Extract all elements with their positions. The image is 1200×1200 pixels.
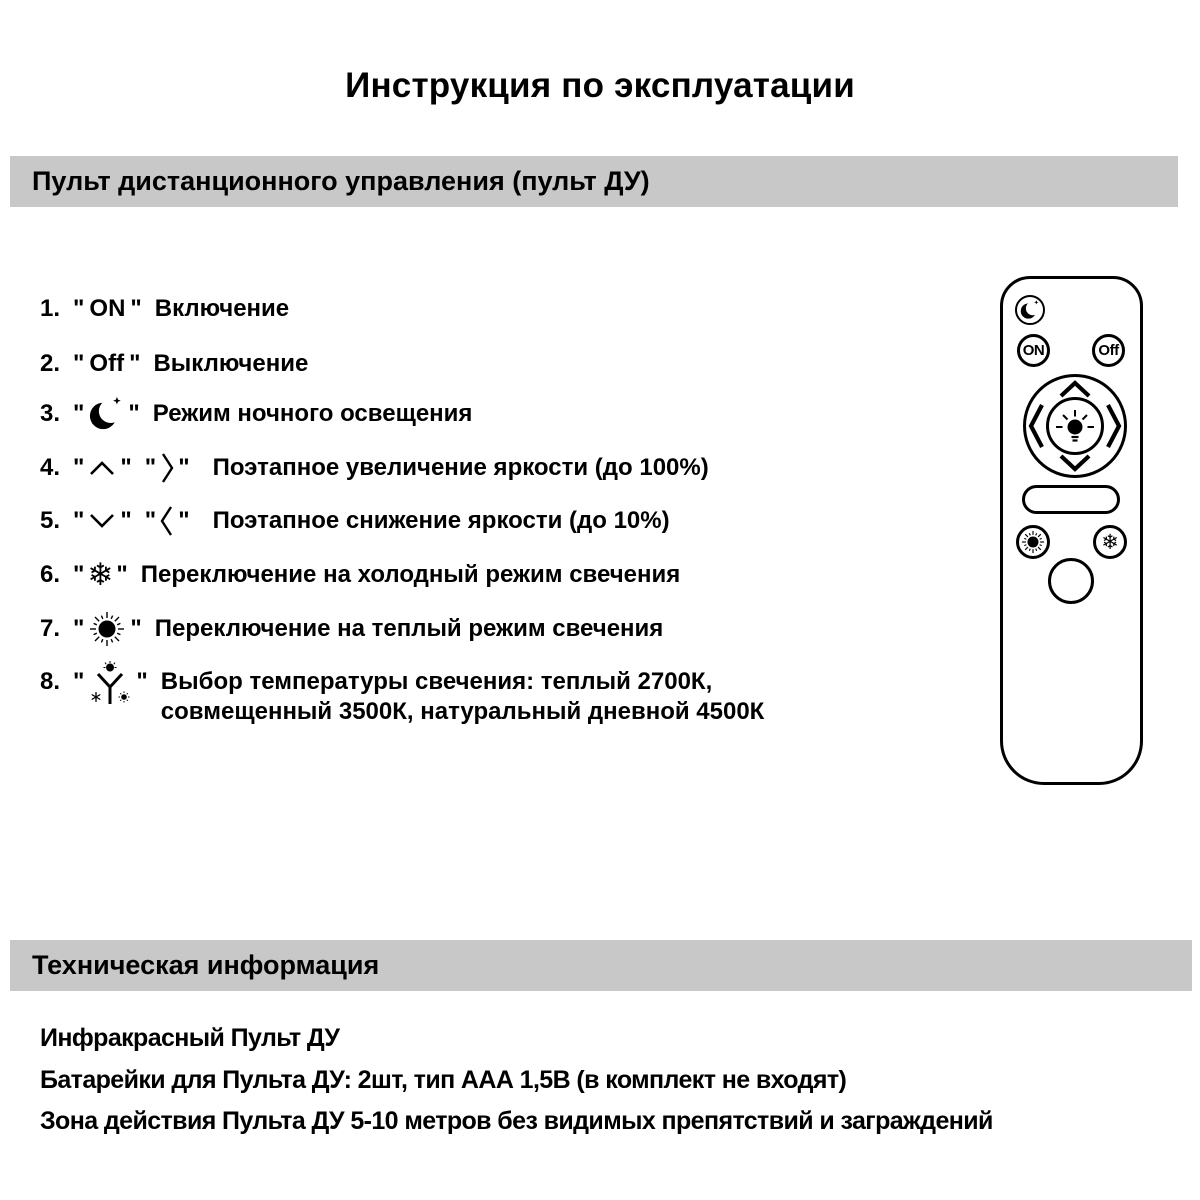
- item-number: 5.: [40, 507, 61, 534]
- instruction-item-5: [40, 499, 670, 543]
- item-number: 2.: [40, 350, 61, 377]
- tech-info-line: Батарейки для Пульта ДУ: 2шт, тип ААА 1,5В (в комплект не входят): [40, 1066, 847, 1094]
- chevron-down-icon: [87, 512, 117, 530]
- remote-pill-button: [1022, 485, 1120, 514]
- quote-mark: ": [73, 295, 85, 322]
- section-header-tech-label: Техническая информация: [32, 950, 380, 980]
- item-description: Переключение на холодный режим свечения: [140, 561, 681, 588]
- remote-control-diagram: [1000, 276, 1143, 785]
- tech-info-line: Инфракрасный Пульт ДУ: [40, 1024, 340, 1052]
- snowflake-icon: ❄: [1101, 529, 1119, 554]
- quote-mark: ": [73, 350, 85, 377]
- quote-mark: ": [178, 454, 190, 481]
- section-header-remote-label: Пульт дистанционного управления (пульт ДУ): [32, 166, 650, 196]
- quote-mark: ": [73, 400, 85, 427]
- quote-mark: ": [116, 561, 128, 588]
- chevron-right-icon: [159, 451, 175, 485]
- instruction-item-8: [40, 667, 764, 727]
- item-description-line-2: совмещенный 3500К, натуральный дневной 4500К: [160, 698, 765, 725]
- quote-mark: ": [73, 668, 85, 695]
- tech-info-line: Зона действия Пульта ДУ 5-10 метров без видимых препятствий и заграждений: [40, 1107, 993, 1135]
- instruction-item-7: [40, 607, 663, 651]
- snowflake-icon: ❄: [87, 556, 114, 593]
- quote-mark: ": [73, 454, 85, 481]
- instruction-item-4: [40, 446, 709, 490]
- item-number: 4.: [40, 454, 61, 481]
- dpad-down-chevron: [1061, 456, 1089, 469]
- moon-icon: [87, 395, 125, 433]
- remote-night-mode-button: [1015, 295, 1045, 325]
- quote-mark: ": [73, 507, 85, 534]
- dpad-left-chevron: [1031, 405, 1042, 447]
- remote-warm-mode-button: [1016, 525, 1050, 559]
- item-number: 1.: [40, 295, 61, 322]
- quote-mark: ": [129, 350, 141, 377]
- temperature-select-icon: [87, 660, 133, 706]
- instruction-item-1: [40, 287, 289, 331]
- quote-mark: ": [73, 615, 85, 642]
- sun-icon: [87, 609, 127, 649]
- remote-dpad: [1023, 374, 1127, 478]
- item-description: Выключение: [153, 350, 309, 377]
- item-number: 6.: [40, 561, 61, 588]
- dpad-right-chevron: [1108, 405, 1119, 447]
- quote-mark: ": [120, 454, 132, 481]
- quote-mark: ": [144, 507, 157, 534]
- remote-cold-mode-button: [1093, 525, 1127, 559]
- on-label: ON: [89, 295, 126, 322]
- quote-mark: ": [120, 507, 132, 534]
- remote-off-button: [1092, 334, 1125, 367]
- quote-mark: ": [178, 507, 190, 534]
- remote-on-label: ON: [1022, 342, 1045, 359]
- off-label: Off: [89, 350, 125, 377]
- sun-icon: [1020, 529, 1046, 555]
- item-description-line-1: Выбор температуры свечения: теплый 2700К,: [160, 668, 713, 695]
- chevron-up-icon: [87, 459, 117, 477]
- remote-temperature-select-button: [1048, 558, 1094, 604]
- light-bulb-icon: [1049, 400, 1101, 452]
- quote-mark: ": [144, 454, 157, 481]
- section-header-remote: [10, 156, 1178, 207]
- section-header-tech: [10, 940, 1192, 991]
- item-description: Поэтапное снижение яркости (до 10%): [212, 507, 670, 534]
- item-description: Включение: [154, 295, 290, 322]
- item-number: 8.: [40, 668, 61, 695]
- item-description: Поэтапное увеличение яркости (до 100%): [212, 454, 709, 481]
- quote-mark: ": [73, 561, 85, 588]
- quote-mark: ": [130, 615, 142, 642]
- quote-mark: ": [128, 400, 140, 427]
- dpad-up-chevron: [1061, 383, 1089, 396]
- quote-mark: ": [136, 668, 148, 695]
- instruction-item-2: [40, 342, 308, 386]
- instruction-item-3: [40, 392, 472, 436]
- item-description: Переключение на теплый режим свечения: [154, 615, 664, 642]
- item-number: 3.: [40, 400, 61, 427]
- item-number: 7.: [40, 615, 61, 642]
- remote-dpad-center-button: [1046, 397, 1104, 455]
- remote-off-label: Off: [1098, 342, 1119, 359]
- quote-mark: ": [130, 295, 142, 322]
- moon-icon: [1019, 299, 1041, 321]
- remote-on-button: [1017, 334, 1050, 367]
- page-title: Инструкция по эксплуатации: [345, 66, 855, 105]
- item-description: [161, 667, 765, 727]
- instruction-item-6: [40, 553, 680, 597]
- chevron-left-icon: [159, 504, 175, 538]
- item-description: Режим ночного освещения: [152, 400, 473, 427]
